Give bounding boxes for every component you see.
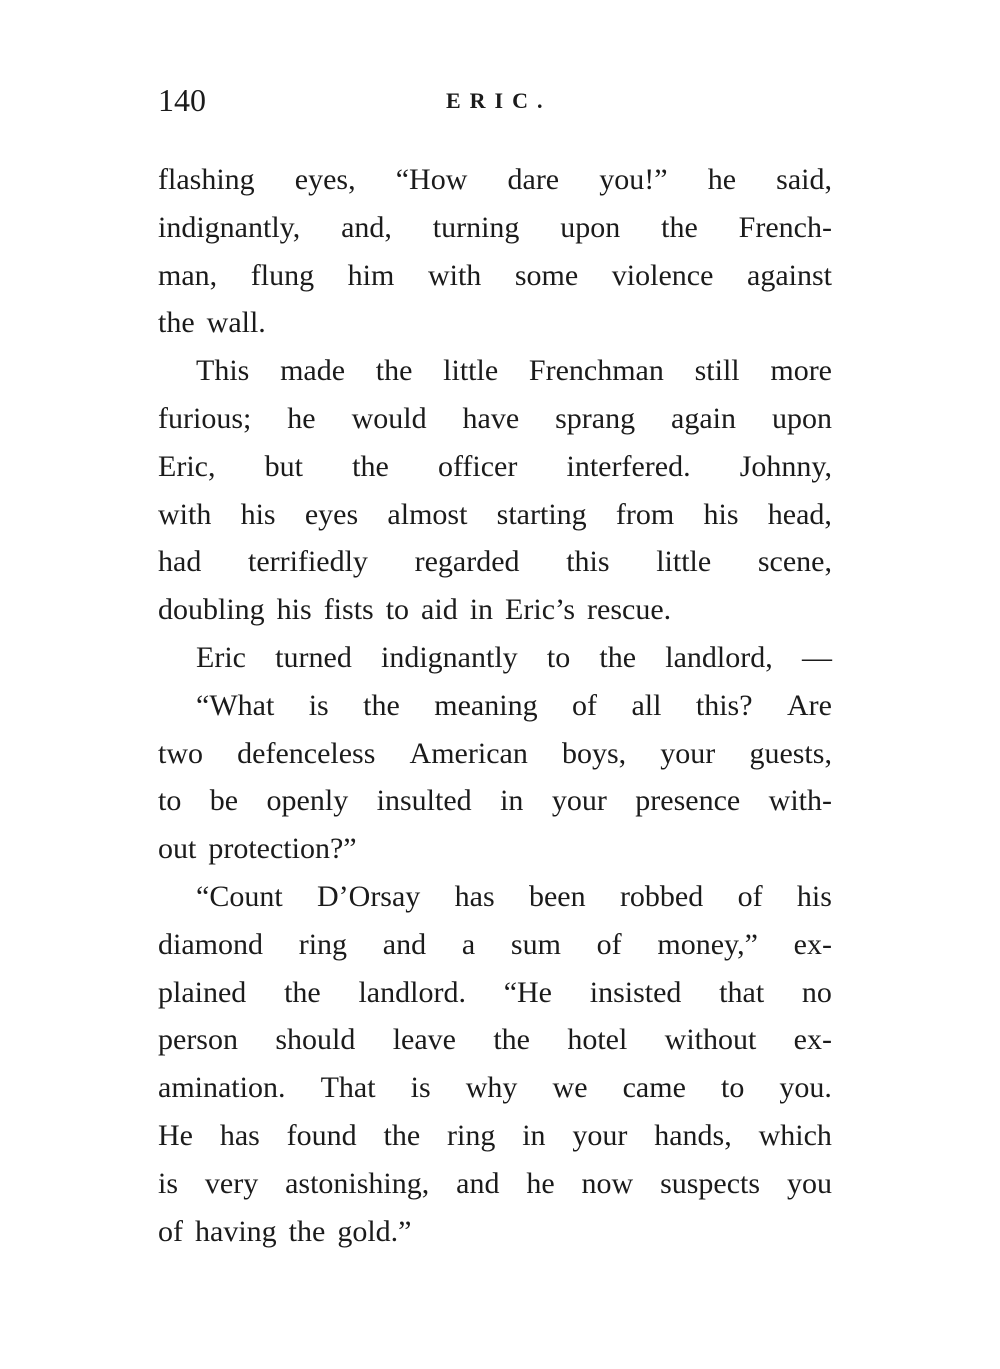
text-line xyxy=(158,1160,832,1208)
word: with- xyxy=(768,784,832,818)
word: with xyxy=(427,258,482,292)
word: defenceless xyxy=(237,736,376,770)
word: plained xyxy=(158,975,247,1009)
word: He xyxy=(158,1118,193,1152)
word: almost xyxy=(387,497,468,531)
word: you!” xyxy=(599,163,668,196)
word: is xyxy=(308,688,329,722)
word: terrifiedly xyxy=(247,545,368,579)
word: the xyxy=(352,449,389,483)
word: “How xyxy=(395,163,468,196)
word: regarded xyxy=(414,545,520,579)
word: indignantly xyxy=(381,640,518,674)
word: now xyxy=(581,1166,634,1200)
word: would xyxy=(351,401,427,435)
word: him xyxy=(347,258,395,292)
word: out xyxy=(158,832,197,866)
word: “Count xyxy=(196,879,283,913)
running-head xyxy=(158,82,832,122)
word: starting xyxy=(496,497,587,531)
word: insulted xyxy=(376,784,472,818)
word: made xyxy=(280,354,346,388)
word: you. xyxy=(779,1071,832,1105)
word: he xyxy=(287,401,316,435)
word: all xyxy=(631,688,662,722)
body-text xyxy=(158,156,832,1255)
word: the xyxy=(493,1023,530,1057)
text-line xyxy=(158,825,832,873)
text-line xyxy=(158,1112,832,1160)
text-line xyxy=(158,634,832,682)
word: again xyxy=(671,401,737,435)
word: gold.” xyxy=(337,1214,412,1248)
word: in xyxy=(469,593,494,627)
word: amination. xyxy=(158,1071,286,1105)
text-line xyxy=(158,921,832,969)
word: that xyxy=(719,975,765,1009)
word: the xyxy=(284,975,321,1009)
word: hands, xyxy=(654,1118,732,1152)
word: sprang xyxy=(555,401,636,435)
word: to xyxy=(546,640,571,674)
text-line xyxy=(158,156,832,204)
word: ex- xyxy=(793,927,832,961)
word: guests, xyxy=(749,736,832,770)
word: has xyxy=(454,879,495,913)
text-line xyxy=(158,777,832,825)
word: French- xyxy=(738,210,832,244)
word: and, xyxy=(341,210,392,244)
word: Eric’s xyxy=(505,593,576,627)
word: presence xyxy=(635,784,741,818)
word: furious; xyxy=(158,401,252,435)
word: violence xyxy=(611,258,714,292)
word: the xyxy=(383,1118,421,1152)
text-line xyxy=(158,347,832,395)
text-line xyxy=(158,730,832,778)
word: man, xyxy=(158,258,218,292)
text-line xyxy=(158,299,832,347)
word: landlord. xyxy=(358,975,466,1009)
word: Frenchman xyxy=(528,354,664,388)
word: and xyxy=(456,1166,500,1200)
word: of xyxy=(572,688,598,722)
word: Are xyxy=(787,688,832,722)
word: is xyxy=(410,1071,431,1105)
text-line xyxy=(158,395,832,443)
word: astonishing, xyxy=(285,1166,430,1200)
word: little xyxy=(443,354,499,388)
word: ring xyxy=(447,1118,496,1152)
word: your xyxy=(551,784,607,818)
word: came xyxy=(622,1071,686,1105)
word: to xyxy=(158,784,182,818)
word: been xyxy=(528,879,586,913)
word: aid xyxy=(421,593,458,627)
word: the xyxy=(599,640,637,674)
word: protection?” xyxy=(208,832,357,866)
running-title: ERIC. xyxy=(446,88,552,113)
word: Eric, xyxy=(158,449,216,483)
word: why xyxy=(465,1071,518,1105)
word: but xyxy=(264,449,303,483)
word: we xyxy=(552,1071,588,1105)
word: your xyxy=(572,1118,628,1152)
word: wall. xyxy=(206,306,266,340)
text-line xyxy=(158,873,832,921)
word: has xyxy=(219,1118,260,1152)
word: boys, xyxy=(561,736,627,770)
word: had xyxy=(158,545,202,579)
word: upon xyxy=(771,401,832,435)
word: of xyxy=(737,879,763,913)
word: the xyxy=(158,306,195,340)
word: found xyxy=(286,1118,357,1152)
word: you xyxy=(786,1166,832,1200)
word: should xyxy=(275,1023,356,1057)
word: very xyxy=(204,1166,259,1200)
word: some xyxy=(514,258,579,292)
word: diamond xyxy=(158,927,263,961)
word: his xyxy=(796,879,832,913)
word: openly xyxy=(266,784,349,818)
text-line xyxy=(158,443,832,491)
word: — xyxy=(801,640,832,674)
word: dare xyxy=(507,163,560,196)
word: in xyxy=(500,784,524,818)
word: rescue. xyxy=(587,593,672,627)
word: indignantly, xyxy=(158,210,301,244)
word: ex- xyxy=(793,1023,832,1057)
page-number: 140 xyxy=(158,82,206,118)
word: officer xyxy=(437,449,518,483)
word: flung xyxy=(250,258,315,292)
word: eyes, xyxy=(294,163,356,196)
word: leave xyxy=(392,1023,456,1057)
word: in xyxy=(522,1118,546,1152)
word: and xyxy=(382,927,427,961)
word: which xyxy=(758,1118,832,1152)
text-line xyxy=(158,1208,832,1256)
text-line xyxy=(158,1016,832,1064)
word: flashing xyxy=(158,163,255,196)
word: his xyxy=(703,497,739,531)
text-line xyxy=(158,538,832,586)
word: turned xyxy=(275,640,352,674)
word: against xyxy=(747,258,832,292)
word: of xyxy=(158,1214,183,1248)
word: eyes xyxy=(304,497,359,531)
word: interfered. xyxy=(566,449,691,483)
word: to xyxy=(385,593,410,627)
word: scene, xyxy=(757,545,832,579)
word: upon xyxy=(560,210,621,244)
word: no xyxy=(801,975,832,1009)
word: person xyxy=(158,1023,238,1057)
word: his xyxy=(276,593,312,627)
word: be xyxy=(209,784,239,818)
word: the xyxy=(661,210,698,244)
word: this? xyxy=(695,688,753,722)
word: That xyxy=(320,1071,376,1105)
word: Eric xyxy=(196,640,246,674)
text-line xyxy=(158,252,832,300)
word: this xyxy=(566,545,610,579)
word: to xyxy=(720,1071,745,1105)
word: more xyxy=(770,354,832,388)
word: “What xyxy=(196,688,275,722)
word: two xyxy=(158,736,203,770)
word: from xyxy=(615,497,675,531)
word: having xyxy=(195,1214,277,1248)
word: the xyxy=(288,1214,326,1248)
word: little xyxy=(656,545,712,579)
text-line xyxy=(158,586,832,634)
word: landlord, xyxy=(665,640,773,674)
word: the xyxy=(363,688,400,722)
word: hotel xyxy=(567,1023,628,1057)
text-line xyxy=(158,204,832,252)
word: turning xyxy=(432,210,520,244)
word: suspects xyxy=(660,1166,761,1200)
word: he xyxy=(526,1166,555,1200)
word: he xyxy=(707,163,737,196)
word: money,” xyxy=(657,927,758,961)
word: fists xyxy=(323,593,374,627)
word: the xyxy=(375,354,413,388)
word: doubling xyxy=(158,593,265,627)
word: “He xyxy=(503,975,552,1009)
word: ring xyxy=(298,927,348,961)
word: a xyxy=(461,927,476,961)
word: American xyxy=(409,736,528,770)
word: This xyxy=(196,354,250,388)
text-line xyxy=(158,491,832,539)
word: head, xyxy=(767,497,832,531)
word: Johnny, xyxy=(739,449,832,483)
word: have xyxy=(462,401,520,435)
word: of xyxy=(596,927,622,961)
word: robbed xyxy=(619,879,704,913)
word: said, xyxy=(776,163,832,196)
text-line xyxy=(158,969,832,1017)
word: his xyxy=(240,497,276,531)
text-line xyxy=(158,1064,832,1112)
word: insisted xyxy=(589,975,682,1009)
word: without xyxy=(664,1023,757,1057)
text-line xyxy=(158,682,832,730)
word: D’Orsay xyxy=(317,879,421,913)
word: your xyxy=(660,736,716,770)
word: sum xyxy=(510,927,561,961)
word: meaning xyxy=(434,688,538,722)
word: with xyxy=(158,497,212,531)
word: still xyxy=(694,354,740,388)
word: is xyxy=(158,1166,179,1200)
